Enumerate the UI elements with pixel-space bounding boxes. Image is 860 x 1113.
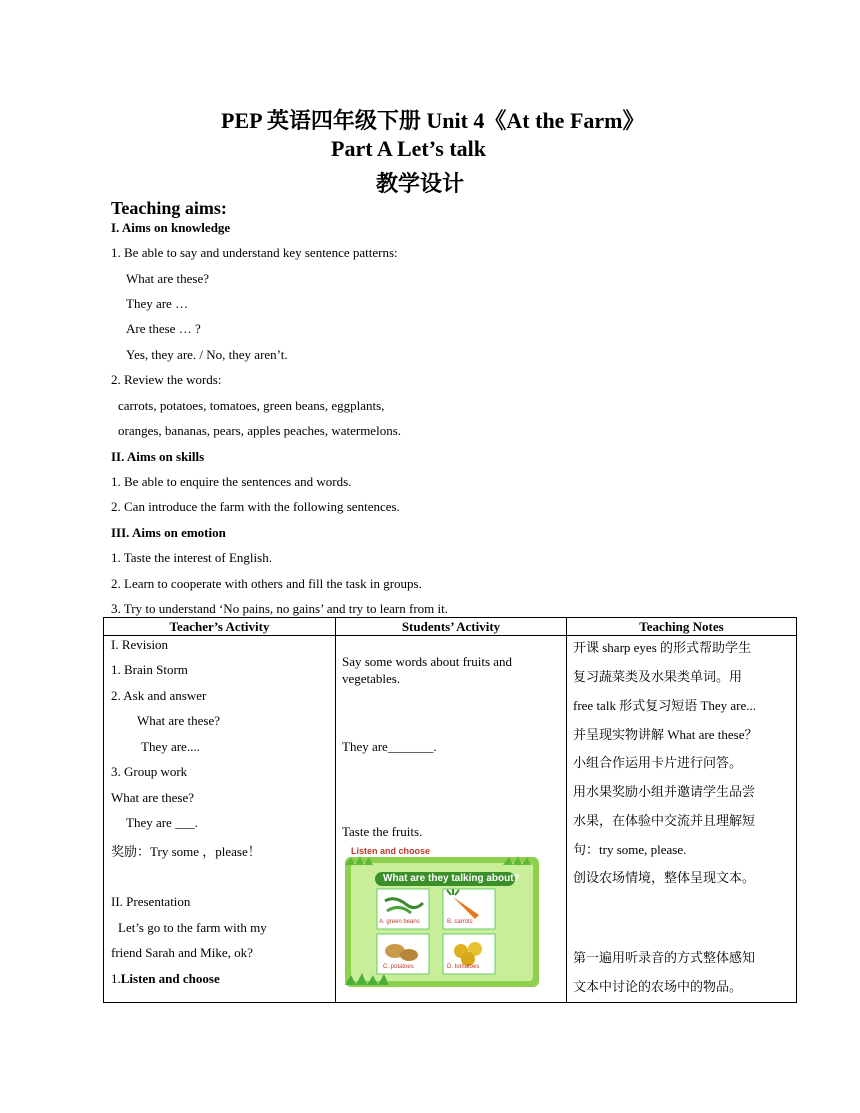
knowledge-line: Yes, they are. / No, they aren’t. (126, 347, 288, 362)
emotion-line: 2. Learn to cooperate with others and fill the task in groups. (111, 576, 422, 591)
skills-line: 1. Be able to enquire the sentences and words. (111, 474, 352, 489)
teacher-line: 3. Group work (111, 764, 188, 779)
notes-line: 开课 sharp eyes 的形式帮助学生 (573, 640, 752, 655)
title-line-2: Part A Let’s talk (331, 136, 486, 161)
option-b-label: B. carrots (447, 919, 473, 925)
notes-line: 第一遍用听录音的方式整体感知 (573, 950, 756, 965)
teacher-step-number: 1. (111, 971, 121, 986)
notes-line: free talk 形式复习短语 They are... (573, 698, 757, 713)
teacher-line: 奖励：Try some ，please！ (111, 844, 261, 859)
option-c-label: C. potatoes (383, 964, 414, 970)
table-header-row (104, 618, 797, 636)
emotion-line: 1. Taste the interest of English. (111, 550, 272, 565)
emotion-heading: III. Aims on emotion (111, 525, 226, 540)
teacher-line (111, 971, 220, 987)
knowledge-line: They are … (126, 296, 189, 311)
knowledge-line: Are these … ? (126, 321, 201, 336)
skills-line: 2. Can introduce the farm with the following sentences. (111, 499, 400, 514)
knowledge-line: What are these? (126, 271, 210, 286)
teacher-line: II. Presentation (111, 894, 191, 909)
notes-line: 水果，在体验中交流并且理解短 (573, 813, 756, 828)
option-a-label: A. green beans (379, 919, 420, 925)
emotion-line: 3. Try to understand ‘No pains, no gains’ and try to learn from it. (111, 601, 448, 616)
students-line: They are_______. (342, 739, 437, 754)
title-line-1: PEP 英语四年级下册 Unit 4《At the Farm》 (221, 108, 645, 133)
illustration-header: Listen and choose (351, 846, 431, 856)
teacher-line: They are.... (141, 739, 200, 754)
notes-line: 文本中讨论的农场中的物品。 (573, 979, 743, 994)
students-line: Taste the fruits. (342, 824, 423, 839)
knowledge-heading: I. Aims on knowledge (111, 220, 231, 235)
teaching-aims-heading: Teaching aims: (111, 198, 227, 218)
knowledge-line: oranges, bananas, pears, apples peaches, watermelons. (118, 423, 401, 438)
teacher-line: What are these? (137, 713, 221, 728)
knowledge-line: 2. Review the words: (111, 372, 222, 387)
knowledge-line: carrots, potatoes, tomatoes, green beans, eggplants, (118, 398, 385, 413)
notes-line: 并呈现实物讲解 What are these？ (573, 727, 758, 742)
students-line: Say some words about fruits and (342, 654, 513, 669)
knowledge-line: 1. Be able to say and understand key sentence patterns: (111, 245, 398, 260)
illustration-question: What are they talking about? (383, 873, 520, 884)
teacher-line: 1. Brain Storm (111, 662, 188, 677)
notes-line: 句：try some, please. (573, 842, 687, 857)
notes-line: 小组合作运用卡片进行问答。 (573, 755, 743, 770)
header-teaching-notes: Teaching Notes (567, 618, 797, 636)
notes-line: 复习蔬菜类及水果类单词。用 (573, 669, 743, 684)
teacher-line: Let’s go to the farm with my (118, 920, 267, 935)
header-students-activity: Students’ Activity (336, 618, 567, 636)
title-line-3: 教学设计 (376, 171, 465, 196)
students-line: vegetables. (342, 671, 401, 686)
teacher-line: They are ___. (126, 815, 198, 830)
notes-line: 创设农场情境，整体呈现文本。 (573, 870, 756, 885)
teacher-line: 2. Ask and answer (111, 688, 207, 703)
teacher-line: friend Sarah and Mike, ok? (111, 945, 253, 960)
header-teacher-activity: Teacher’s Activity (104, 618, 336, 636)
option-d-label: D. tomatoes (447, 964, 480, 970)
teacher-line: What are these? (111, 790, 195, 805)
notes-line: 用水果奖励小组并邀请学生品尝 (573, 784, 756, 799)
teacher-line: I. Revision (111, 637, 169, 652)
listen-and-choose-image (343, 845, 541, 988)
teacher-step-label: Listen and choose (120, 971, 220, 986)
skills-heading: II. Aims on skills (111, 449, 205, 464)
